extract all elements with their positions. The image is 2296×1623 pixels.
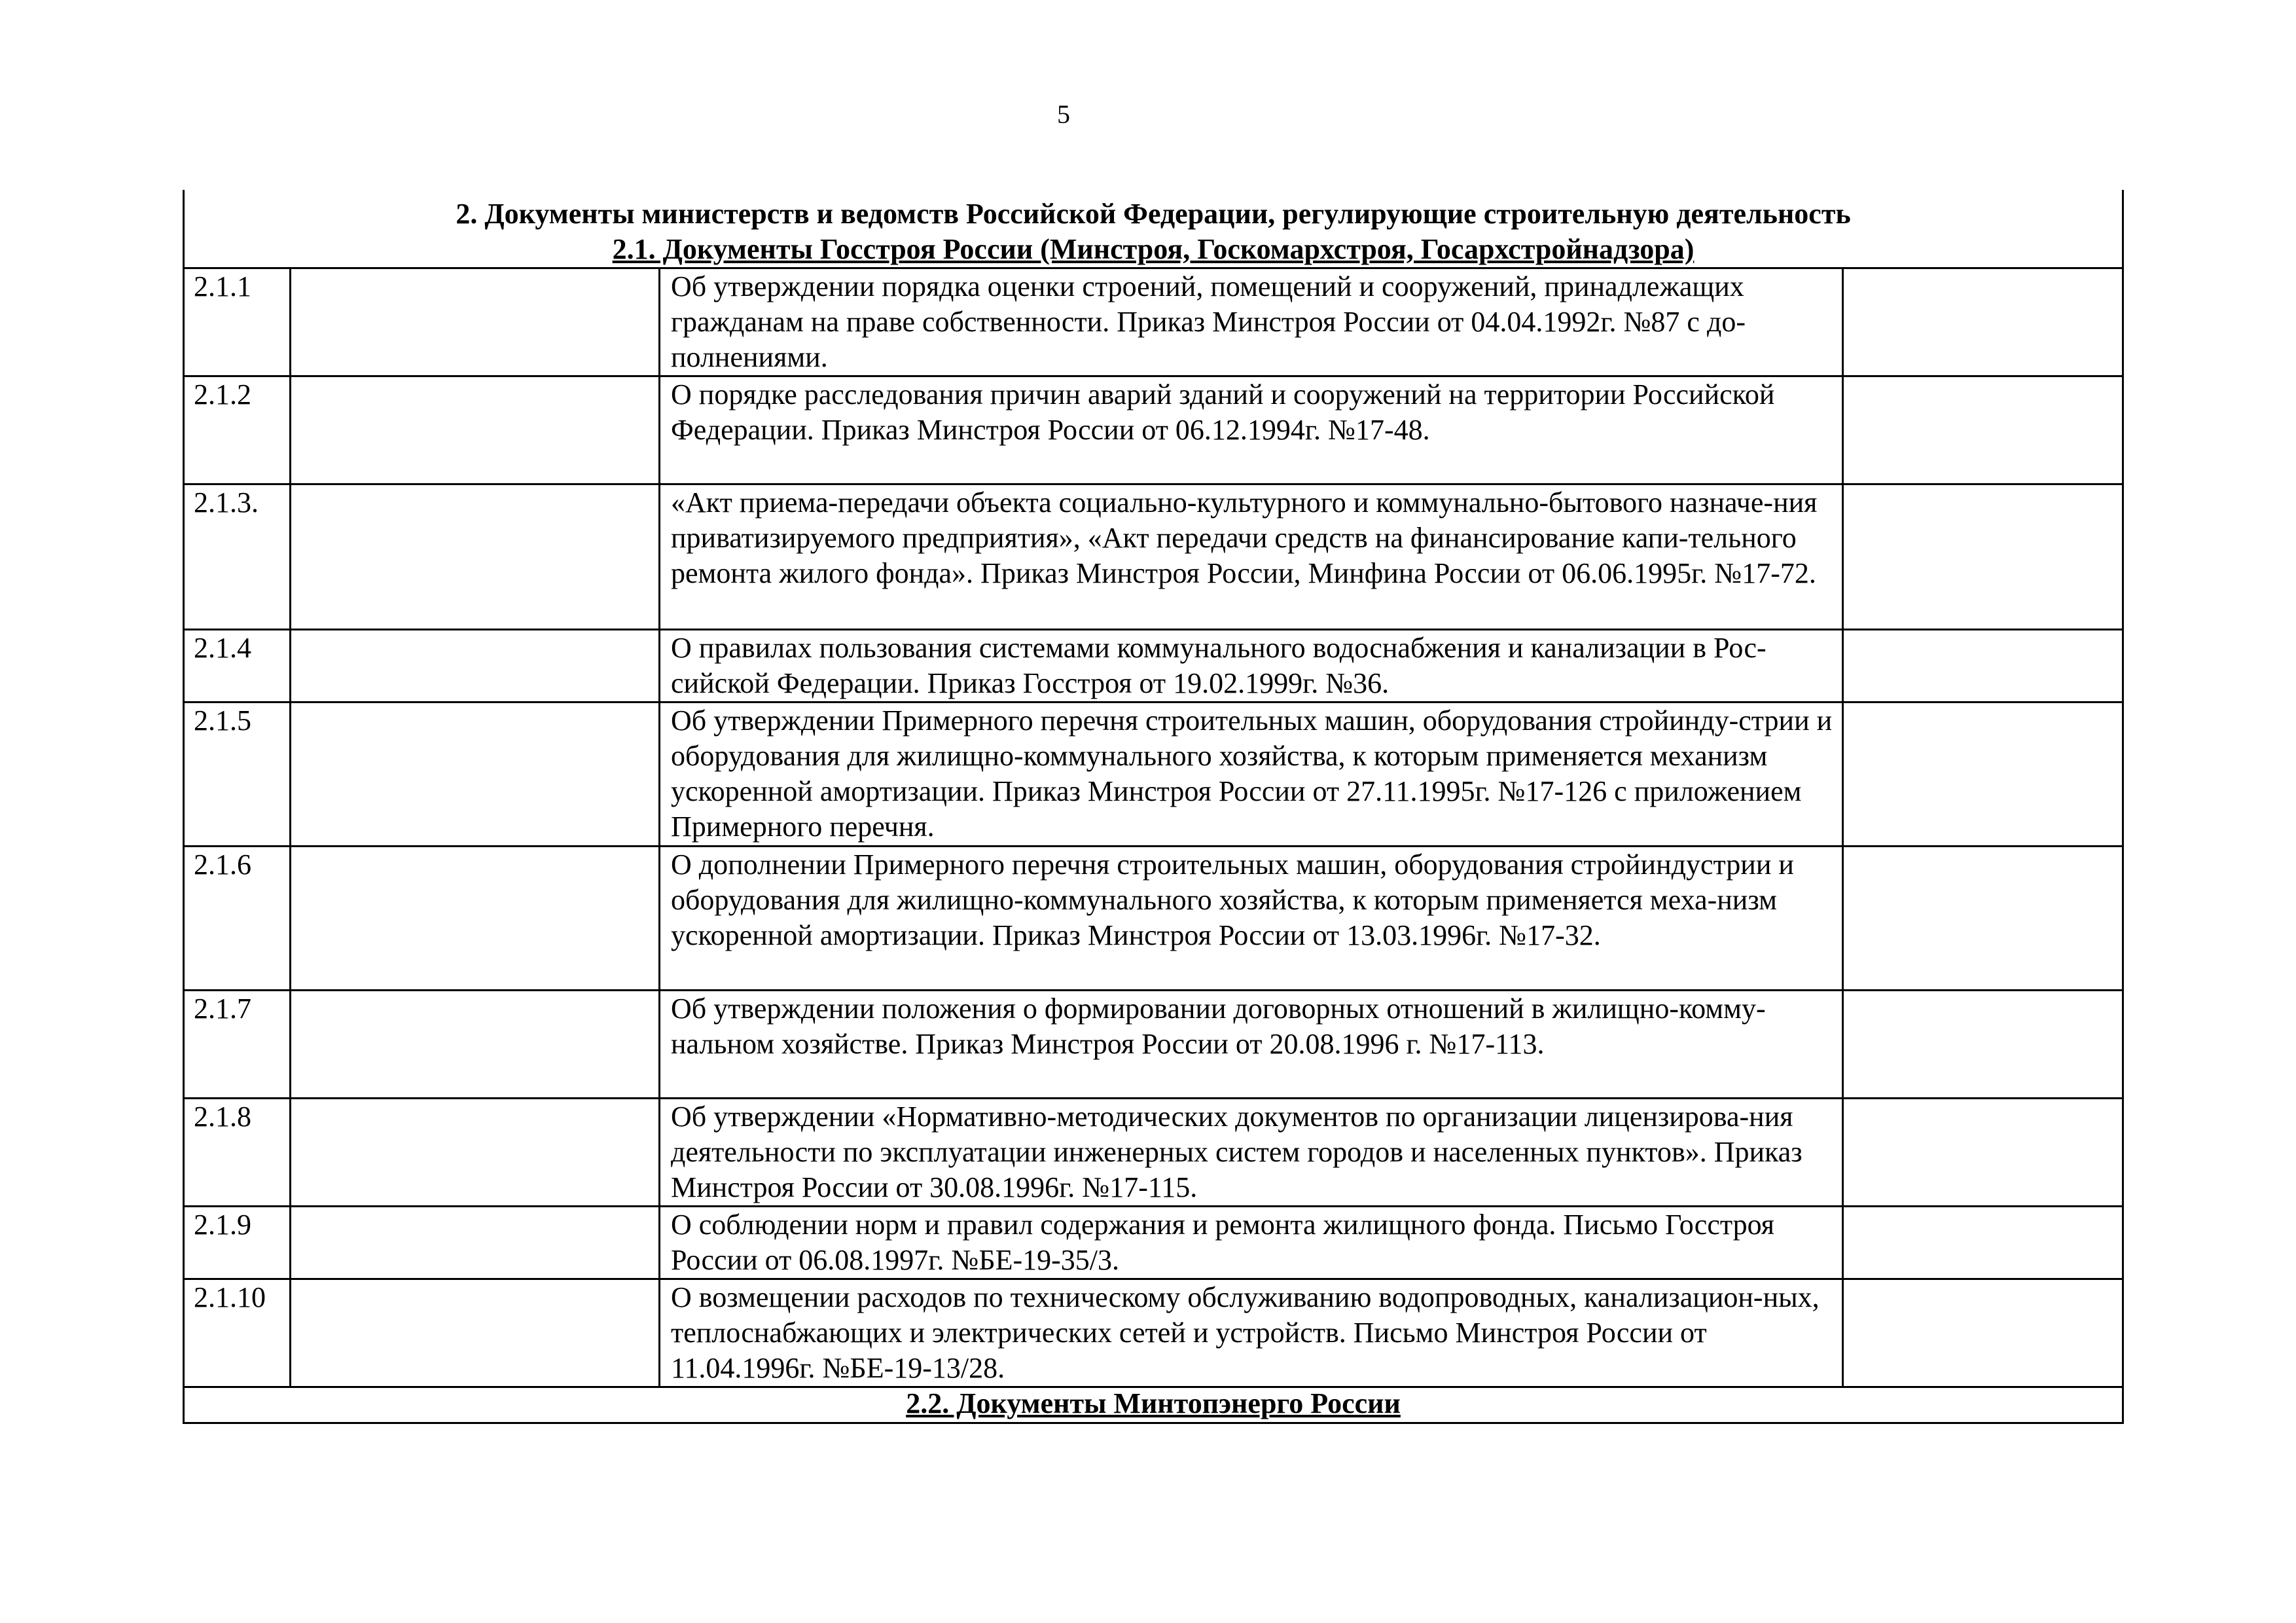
- row-number: 2.1.2: [184, 376, 291, 484]
- row-number: 2.1.4: [184, 630, 291, 702]
- next-section-header: [184, 1387, 2123, 1423]
- table-row: [184, 376, 2123, 484]
- section-header-row: [184, 190, 2123, 268]
- row-number: 2.1.10: [184, 1279, 291, 1387]
- row-description: Об утверждении Примерного перечня строительных машин, оборудования стройинду-стрии и оборудования для жилищно-коммунального хозяйства, к которым применяется механизм ускоренной амортизации. Приказ Минстроя России от 27.11.1995г. №17-126 с приложением Примерного перечня.: [660, 702, 1843, 847]
- empty-cell: [1843, 1279, 2123, 1387]
- empty-cell: [1843, 847, 2123, 991]
- empty-cell: [291, 1207, 660, 1279]
- subsection-title: 2.1. Документы Госстроя России (Минстроя, Госкомархстроя, Госархстройнадзора): [612, 233, 1695, 265]
- table-row: [184, 1207, 2123, 1279]
- empty-cell: [1843, 630, 2123, 702]
- row-number: 2.1.9: [184, 1207, 291, 1279]
- empty-cell: [291, 702, 660, 847]
- empty-cell: [291, 630, 660, 702]
- page-number: 5: [1057, 100, 1070, 129]
- next-section-row: [184, 1387, 2123, 1423]
- table-row: [184, 702, 2123, 847]
- empty-cell: [291, 376, 660, 484]
- empty-cell: [1843, 991, 2123, 1099]
- row-description: Об утверждении «Нормативно-методических документов по организации лицензирова-ния деятельности по эксплуатации инженерных систем городов и населенных пунктов». Приказ Минстроя России от 30.08.1996г. №17-115.: [660, 1099, 1843, 1207]
- empty-cell: [1843, 484, 2123, 630]
- row-description: О порядке расследования причин аварий зданий и сооружений на территории Российской Федерации. Приказ Минстроя России от 06.12.1994г. №17-48.: [660, 376, 1843, 484]
- row-number: 2.1.1: [184, 268, 291, 376]
- next-section-title: 2.2. Документы Минтопэнерго России: [906, 1387, 1401, 1419]
- section-header: [184, 190, 2123, 268]
- section-title: 2. Документы министерств и ведомств Российской Федерации, регулирующие строительную деятельность: [456, 198, 1851, 230]
- row-number: 2.1.8: [184, 1099, 291, 1207]
- empty-cell: [291, 991, 660, 1099]
- empty-cell: [1843, 702, 2123, 847]
- row-description: О возмещении расходов по техническому обслуживанию водопроводных, канализацион-ных, теплоснабжающих и электрических сетей и устройств. Письмо Минстроя России от 11.04.1996г. №БЕ-19-13/28.: [660, 1279, 1843, 1387]
- row-number: 2.1.6: [184, 847, 291, 991]
- row-description: О соблюдении норм и правил содержания и ремонта жилищного фонда. Письмо Госстроя России от 06.08.1997г. №БЕ-19-35/3.: [660, 1207, 1843, 1279]
- row-description: О дополнении Примерного перечня строительных машин, оборудования стройиндустрии и оборудования для жилищно-коммунального хозяйства, к которым применяется меха-низм ускоренной амортизации. Приказ Минстроя России от 13.03.1996г. №17-32.: [660, 847, 1843, 991]
- empty-cell: [1843, 1207, 2123, 1279]
- empty-cell: [1843, 268, 2123, 376]
- row-number: 2.1.5: [184, 702, 291, 847]
- empty-cell: [291, 847, 660, 991]
- table-row: [184, 268, 2123, 376]
- documents-table: [183, 190, 2124, 1424]
- table-row: [184, 991, 2123, 1099]
- empty-cell: [291, 268, 660, 376]
- row-description: «Акт приема-передачи объекта социально-культурного и коммунально-бытового назначе-ния приватизируемого предприятия», «Акт передачи средств на финансирование капи-тельного ремонта жилого фонда». Приказ Минстроя России, Минфина России от 06.06.1995г. №17-72.: [660, 484, 1843, 630]
- row-description: Об утверждении порядка оценки строений, помещений и сооружений, принадлежащих гражданам на праве собственности. Приказ Минстроя России от 04.04.1992г. №87 с до-полнениями.: [660, 268, 1843, 376]
- row-description: Об утверждении положения о формировании договорных отношений в жилищно-комму-нальном хозяйстве. Приказ Минстроя России от 20.08.1996 г. №17-113.: [660, 991, 1843, 1099]
- empty-cell: [291, 1099, 660, 1207]
- row-number: 2.1.3.: [184, 484, 291, 630]
- table-row: [184, 847, 2123, 991]
- row-number: 2.1.7: [184, 991, 291, 1099]
- empty-cell: [1843, 376, 2123, 484]
- empty-cell: [291, 1279, 660, 1387]
- empty-cell: [291, 484, 660, 630]
- empty-cell: [1843, 1099, 2123, 1207]
- table-row: [184, 1279, 2123, 1387]
- row-description: О правилах пользования системами коммунального водоснабжения и канализации в Рос-сийской Федерации. Приказ Госстроя от 19.02.1999г. №36.: [660, 630, 1843, 702]
- table-row: [184, 630, 2123, 702]
- table-row: [184, 1099, 2123, 1207]
- table-row: [184, 484, 2123, 630]
